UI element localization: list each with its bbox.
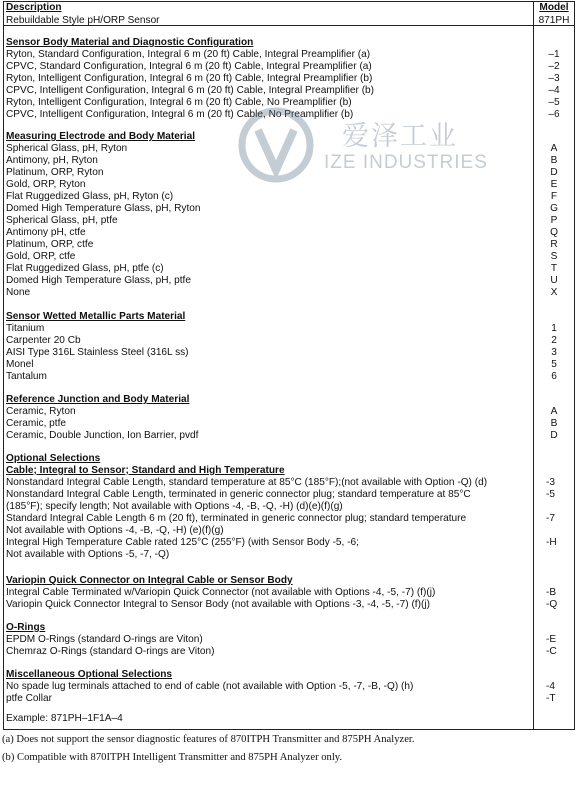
table-row <box>4 430 574 442</box>
row-description: Platinum, ORP, ctfe <box>6 239 94 250</box>
table-row <box>4 646 574 658</box>
table-row <box>4 537 574 549</box>
section-heading-text: Optional Selections <box>6 453 101 464</box>
row-description: Standard Integral Cable Length 6 m (20 ft), terminated in generic connector plug; standard temperature <box>6 513 467 524</box>
table-row <box>4 335 574 347</box>
table-row <box>4 525 574 537</box>
table-row <box>4 371 574 383</box>
row-model-code: -5 <box>546 489 555 500</box>
model-header: Model <box>539 2 569 13</box>
table-row <box>4 251 574 263</box>
row-description: Nonstandard Integral Cable Length, standard temperature at 85°C (185°F);(not available with Option -Q) (d) <box>6 477 488 488</box>
row-model-code: D <box>550 430 558 441</box>
section-heading <box>4 465 574 477</box>
row-description: Chemraz O-Rings (standard O-rings are Viton) <box>6 646 215 657</box>
footnote-b: (b) Compatible with 870ITPH Intelligent Transmitter and 875PH Analyzer only. <box>2 752 343 763</box>
section-heading <box>4 575 574 587</box>
row-description: CPVC, Standard Configuration, Integral 6 m (20 ft) Cable, Integral Preamplifier (a) <box>6 61 372 72</box>
row-description: (185°F); specify length; Not available with Options -4, -B, -Q, -H) (d)(e)(f)(g) <box>6 501 343 512</box>
row-description: Antimony, pH, Ryton <box>6 155 98 166</box>
row-description: No spade lug terminals attached to end of cable (not available with Option -5, -7, -B, -Q) (h) <box>6 681 414 692</box>
row-model-code: F <box>550 191 558 202</box>
watermark-chinese: 爱泽工业 <box>342 121 458 152</box>
row-model-code: -Q <box>546 599 558 610</box>
row-model-code: 3 <box>551 347 557 358</box>
row-description: Ceramic, Ryton <box>6 406 76 417</box>
row-description: Not available with Options -5, -7, -Q) <box>6 549 170 560</box>
row-description: Gold, ORP, ctfe <box>6 251 76 262</box>
row-description: Gold, ORP, Ryton <box>6 179 86 190</box>
table-row <box>4 359 574 371</box>
table-row <box>4 713 574 725</box>
row-description: Spherical Glass, pH, Ryton <box>6 143 128 154</box>
description-header: Description <box>6 2 62 13</box>
row-model-code: -E <box>546 634 557 645</box>
table-row <box>4 203 574 215</box>
row-description: Flat Ruggedized Glass, pH, ptfe (c) <box>6 263 164 274</box>
table-row <box>4 681 574 693</box>
watermark <box>236 100 556 190</box>
row-model-code: –5 <box>548 97 560 108</box>
section-heading-text: Variopin Quick Connector on Integral Cable or Sensor Body <box>6 575 293 586</box>
section-heading-text: Sensor Body Material and Diagnostic Configuration <box>6 37 254 48</box>
table-row <box>4 287 574 299</box>
table-row <box>4 85 574 97</box>
row-description: Spherical Glass, pH, ptfe <box>6 215 118 226</box>
row-description: Integral High Temperature Cable rated 125°C (255°F) (with Sensor Body -5, -6; <box>6 537 359 548</box>
section-heading-text: Cable; Integral to Sensor; Standard and High Temperature <box>6 465 285 476</box>
row-model-code: 5 <box>551 359 557 370</box>
table-row <box>4 599 574 611</box>
table-row <box>4 275 574 287</box>
row-description: Nonstandard Integral Cable Length, terminated in generic connector plug; standard temperature at 85°C <box>6 489 471 500</box>
table-row <box>4 61 574 73</box>
row-description: Antimony pH, ctfe <box>6 227 86 238</box>
row-model-code: G <box>550 203 558 214</box>
section-heading-text: Reference Junction and Body Material <box>6 394 190 405</box>
row-model-code: 2 <box>551 335 557 346</box>
table-row <box>4 191 574 203</box>
section-heading <box>4 311 574 323</box>
row-model-code: 871PH <box>538 15 570 26</box>
row-model-code: R <box>550 239 558 250</box>
row-description: Rebuildable Style pH/ORP Sensor <box>6 15 160 26</box>
table-row <box>4 587 574 599</box>
row-model-code: –6 <box>548 109 560 120</box>
row-model-code: -B <box>546 587 557 598</box>
row-model-code: S <box>550 251 558 262</box>
row-description: Flat Ruggedized Glass, pH, Ryton (c) <box>6 191 174 202</box>
row-model-code: -T <box>546 693 556 704</box>
row-description: Example: 871PH–1F1A–4 <box>6 713 123 724</box>
table-row <box>4 263 574 275</box>
table-row <box>4 501 574 513</box>
row-description: Domed High Temperature Glass, pH, ptfe <box>6 275 191 286</box>
row-model-code: Q <box>550 227 558 238</box>
row-description: Domed High Temperature Glass, pH, Ryton <box>6 203 201 214</box>
section-heading <box>4 394 574 406</box>
row-model-code: –1 <box>548 49 560 60</box>
row-model-code: A <box>550 143 558 154</box>
table-row <box>4 227 574 239</box>
row-description: Tantalum <box>6 371 47 382</box>
row-model-code: –2 <box>548 61 560 72</box>
row-model-code: -3 <box>546 477 555 488</box>
table-row <box>4 549 574 561</box>
row-model-code: 1 <box>551 323 557 334</box>
section-heading-text: Sensor Wetted Metallic Parts Material <box>6 311 186 322</box>
table-row <box>4 239 574 251</box>
section-heading <box>4 37 574 49</box>
section-heading-text: O-Rings <box>6 622 46 633</box>
row-model-code: T <box>550 263 558 274</box>
row-description: AISI Type 316L Stainless Steel (316L ss) <box>6 347 189 358</box>
table-row <box>4 215 574 227</box>
row-model-code: -4 <box>546 681 555 692</box>
section-heading <box>4 453 574 465</box>
table-row <box>4 347 574 359</box>
row-model-code: P <box>550 215 558 226</box>
row-description: Ceramic, ptfe <box>6 418 67 429</box>
row-description: Variopin Quick Connector Integral to Sensor Body (not available with Options -3, -4, -5, -7) (f)(j) <box>6 599 430 610</box>
row-model-code: X <box>550 287 558 298</box>
row-description: Titanium <box>6 323 45 334</box>
table-row <box>4 489 574 501</box>
row-description: Carpenter 20 Cb <box>6 335 81 346</box>
table-header <box>4 2 574 14</box>
table-row <box>4 513 574 525</box>
row-description: Monel <box>6 359 34 370</box>
row-model-code: -C <box>546 646 557 657</box>
row-description: Not available with Options -4, -B, -Q, -H) (e)(f)(g) <box>6 525 224 536</box>
row-description: Ryton, Intelligent Configuration, Integral 6 m (20 ft) Cable, Integral Preamplifier (b) <box>6 73 373 84</box>
table-row <box>4 73 574 85</box>
table-row <box>4 406 574 418</box>
row-description: None <box>6 287 31 298</box>
row-model-code: –3 <box>548 73 560 84</box>
row-model-code: 6 <box>551 371 557 382</box>
section-heading-text: Measuring Electrode and Body Material <box>6 131 196 142</box>
section-heading-text: Miscellaneous Optional Selections <box>6 669 173 680</box>
watermark-english: IZE INDUSTRIES <box>324 152 488 173</box>
row-model-code: B <box>550 155 558 166</box>
row-description: Ryton, Intelligent Configuration, Integral 6 m (20 ft) Cable, No Preamplifier (b) <box>6 97 352 108</box>
section-heading <box>4 622 574 634</box>
row-model-code: A <box>550 406 558 417</box>
row-description: Integral Cable Terminated w/Variopin Quick Connector (not available with Options -4, -5, -7) (f)(j) <box>6 587 436 598</box>
table-row <box>4 634 574 646</box>
table-row <box>4 323 574 335</box>
row-model-code: -H <box>546 537 557 548</box>
section-heading <box>4 669 574 681</box>
table-row <box>4 49 574 61</box>
footnote-a: (a) Does not support the sensor diagnostic features of 870ITPH Transmitter and 875PH Analyzer. <box>2 734 415 745</box>
table-row <box>4 15 574 27</box>
table-row <box>4 477 574 489</box>
row-description: EPDM O-Rings (standard O-rings are Viton) <box>6 634 203 645</box>
row-model-code: E <box>550 179 558 190</box>
row-description: Ceramic, Double Junction, Ion Barrier, pvdf <box>6 430 199 441</box>
table-row <box>4 693 574 705</box>
row-description: Ryton, Standard Configuration, Integral 6 m (20 ft) Cable, Integral Preamplifier (a) <box>6 49 371 60</box>
row-model-code: -7 <box>546 513 555 524</box>
row-model-code: U <box>550 275 558 286</box>
row-description: CPVC, Intelligent Configuration, Integral 6 m (20 ft) Cable, Integral Preamplifier (b) <box>6 85 375 96</box>
row-model-code: B <box>550 418 558 429</box>
row-model-code: –4 <box>548 85 560 96</box>
table-row <box>4 418 574 430</box>
watermark-logo-icon <box>236 100 316 190</box>
row-description: Platinum, ORP, Ryton <box>6 167 104 178</box>
row-model-code: D <box>550 167 558 178</box>
row-description: ptfe Collar <box>6 693 53 704</box>
row-description: CPVC, Intelligent Configuration, Integral 6 m (20 ft) Cable, No Preamplifier (b) <box>6 109 354 120</box>
